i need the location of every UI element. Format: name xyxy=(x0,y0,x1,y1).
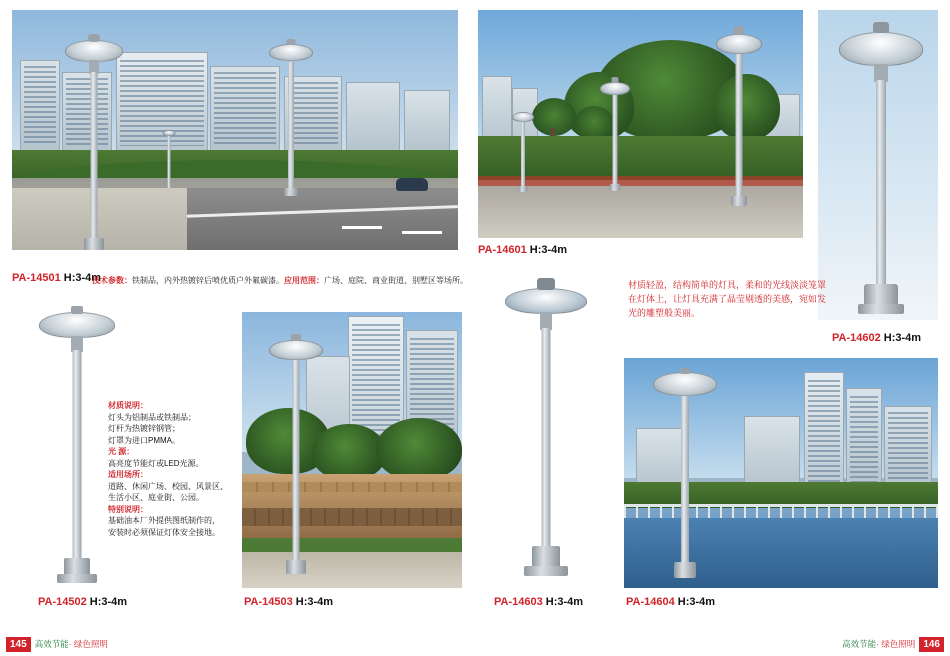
marketing-note-line-1: 材质轻盈，结构简单的灯具，柔和的光线淡淡笼罩 xyxy=(628,280,827,290)
lamp-post xyxy=(512,106,534,196)
product-label: PA-14502 xyxy=(38,596,87,608)
product-label: PA-14602 xyxy=(832,332,881,344)
product-label: PA-14601 xyxy=(478,244,527,256)
footer-slogan-right xyxy=(838,638,919,650)
lamp-base-plate xyxy=(524,566,568,576)
lamp-post xyxy=(838,22,924,318)
material-line-1: 灯头为铝制品或铁制品； xyxy=(108,412,196,422)
tech-text: 铁制品，内外热镀锌后喷优质户外氟碳漆。 xyxy=(132,276,284,285)
building xyxy=(346,82,400,152)
special-note-line-1: 基础油本厂外提供图纸制作的， xyxy=(108,516,220,525)
page-number-left: 145 xyxy=(6,637,31,652)
marketing-note-line-2: 在灯体上，让灯具充满了晶莹剔透的美感，宛如发 xyxy=(628,294,827,304)
lamp-head xyxy=(39,312,115,338)
caption-pa-14503 xyxy=(244,596,333,608)
lamp-base xyxy=(532,546,560,568)
lamp-pole xyxy=(293,360,300,564)
lamp-base-plate xyxy=(57,574,97,583)
lamp-cap xyxy=(88,34,100,42)
lamp-head xyxy=(505,288,587,314)
lamp-head xyxy=(269,340,323,360)
product-photo-pa-14601 xyxy=(478,10,803,238)
footer-right xyxy=(838,636,944,652)
lamp-post xyxy=(504,274,588,586)
product-photo-pa-14604 xyxy=(624,358,938,588)
lamp-post xyxy=(38,306,116,586)
product-photo-pa-14602 xyxy=(818,10,938,320)
lamp-post-distant xyxy=(162,130,176,190)
application-line-1: 道路、休闲广场、校园、风景区、 xyxy=(108,481,228,491)
page-number-right: 146 xyxy=(919,637,944,652)
lamp-post xyxy=(268,38,314,198)
tree xyxy=(376,418,462,480)
lamp-pole xyxy=(736,54,743,200)
lamp-head xyxy=(65,40,123,62)
application-line-2: 生活小区、庭业街、公园。 xyxy=(108,493,204,502)
building-windows xyxy=(808,380,840,484)
special-note-label: 特别说明： xyxy=(108,504,148,514)
lamp-post xyxy=(268,334,324,584)
footer-slogan-left xyxy=(31,638,112,650)
product-photo-pa-14501 xyxy=(12,10,458,250)
lamp-base-plate xyxy=(858,304,904,314)
lamp-base xyxy=(674,562,696,578)
lamp-head xyxy=(269,44,313,61)
use-label: 应用范围： xyxy=(284,276,324,285)
lamp-crown xyxy=(537,278,555,290)
use-text: 广场、庭院、商业街道、别墅区等场所。 xyxy=(324,276,468,285)
building xyxy=(404,90,450,152)
application-label: 适用场所： xyxy=(108,470,148,479)
lamp-post xyxy=(652,368,718,584)
caption-pa-14603 xyxy=(494,596,583,608)
light-source-label: 光 源： xyxy=(108,447,135,456)
product-height: H:3-4m xyxy=(545,596,584,608)
marketing-note-line-3: 光的雕塑般美丽。 xyxy=(628,308,701,318)
lamp-head xyxy=(600,82,630,95)
lamp-base xyxy=(610,184,621,191)
product-height: H:3-4m xyxy=(63,272,102,284)
caption-pa-14602 xyxy=(832,332,921,344)
lamp-head xyxy=(512,112,534,122)
product-label: PA-14503 xyxy=(244,596,293,608)
lamp-pole xyxy=(168,136,171,188)
lamp-head xyxy=(716,34,762,54)
building xyxy=(744,416,800,490)
caption-pa-14501 xyxy=(12,272,101,284)
spec-line xyxy=(92,275,468,286)
lamp-pole xyxy=(542,328,551,554)
lamp-base xyxy=(519,186,528,192)
product-label: PA-14501 xyxy=(12,272,61,284)
building-windows xyxy=(850,396,878,484)
caption-pa-14502 xyxy=(38,596,127,608)
lamp-finial xyxy=(873,22,889,32)
lamp-pole xyxy=(521,122,525,188)
lamp-post xyxy=(600,74,630,194)
lamp-cap xyxy=(71,306,83,314)
lamp-base xyxy=(731,196,747,206)
footer-left xyxy=(6,636,112,652)
product-height: H:3-4m xyxy=(89,596,128,608)
lamp-base xyxy=(284,188,298,196)
product-height: H:3-4m xyxy=(883,332,922,344)
material-label: 材质说明： xyxy=(108,401,148,410)
lamp-cap xyxy=(287,39,296,45)
lamp-head xyxy=(839,32,923,66)
footer-slogan-green: 高效节能 xyxy=(34,639,69,649)
lamp-base xyxy=(84,238,104,250)
product-label: PA-14603 xyxy=(494,596,543,608)
product-photo-pa-14603 xyxy=(490,270,602,590)
lamp-cap xyxy=(680,368,690,374)
product-photo-pa-14503 xyxy=(242,312,462,588)
lamp-pole xyxy=(613,95,618,187)
lamp-pole xyxy=(91,72,98,242)
lamp-cap xyxy=(612,77,619,83)
lamp-cap xyxy=(734,26,744,35)
material-line-3: 灯罩为进口PMMA。 xyxy=(108,435,180,445)
lamp-base xyxy=(286,560,306,574)
footer-slogan-red: · 绿色照明 xyxy=(68,639,108,649)
building-windows xyxy=(24,66,56,146)
material-description-block xyxy=(108,400,238,538)
lamp-base xyxy=(864,284,898,306)
lamp-pole xyxy=(876,80,886,292)
footer-slogan-red: · 绿色照明 xyxy=(876,639,916,649)
special-note-line-2: 安装时必须保证灯体安全接地。 xyxy=(108,527,220,537)
product-height: H:3-4m xyxy=(529,244,568,256)
product-height: H:3-4m xyxy=(677,596,716,608)
lamp-head xyxy=(653,372,717,396)
footer-slogan-green: 高效节能 xyxy=(842,639,877,649)
tech-label: 技术参数： xyxy=(92,276,132,285)
product-label: PA-14604 xyxy=(626,596,675,608)
lamp-pole xyxy=(288,62,294,192)
lamp-cap xyxy=(291,334,301,341)
building-windows xyxy=(888,412,928,486)
caption-pa-14601 xyxy=(478,244,567,256)
product-height: H:3-4m xyxy=(295,596,334,608)
lamp-post xyxy=(64,32,124,250)
lamp-pole xyxy=(73,350,82,562)
material-line-2: 灯杆为热镀锌钢管； xyxy=(108,424,180,433)
lamp-pole xyxy=(681,396,689,566)
light-source-line-1: 高亮度节能灯或LED光源。 xyxy=(108,458,204,468)
building-windows xyxy=(214,72,276,146)
marketing-note xyxy=(628,278,828,320)
lamp-post xyxy=(716,20,762,210)
caption-pa-14604 xyxy=(626,596,715,608)
